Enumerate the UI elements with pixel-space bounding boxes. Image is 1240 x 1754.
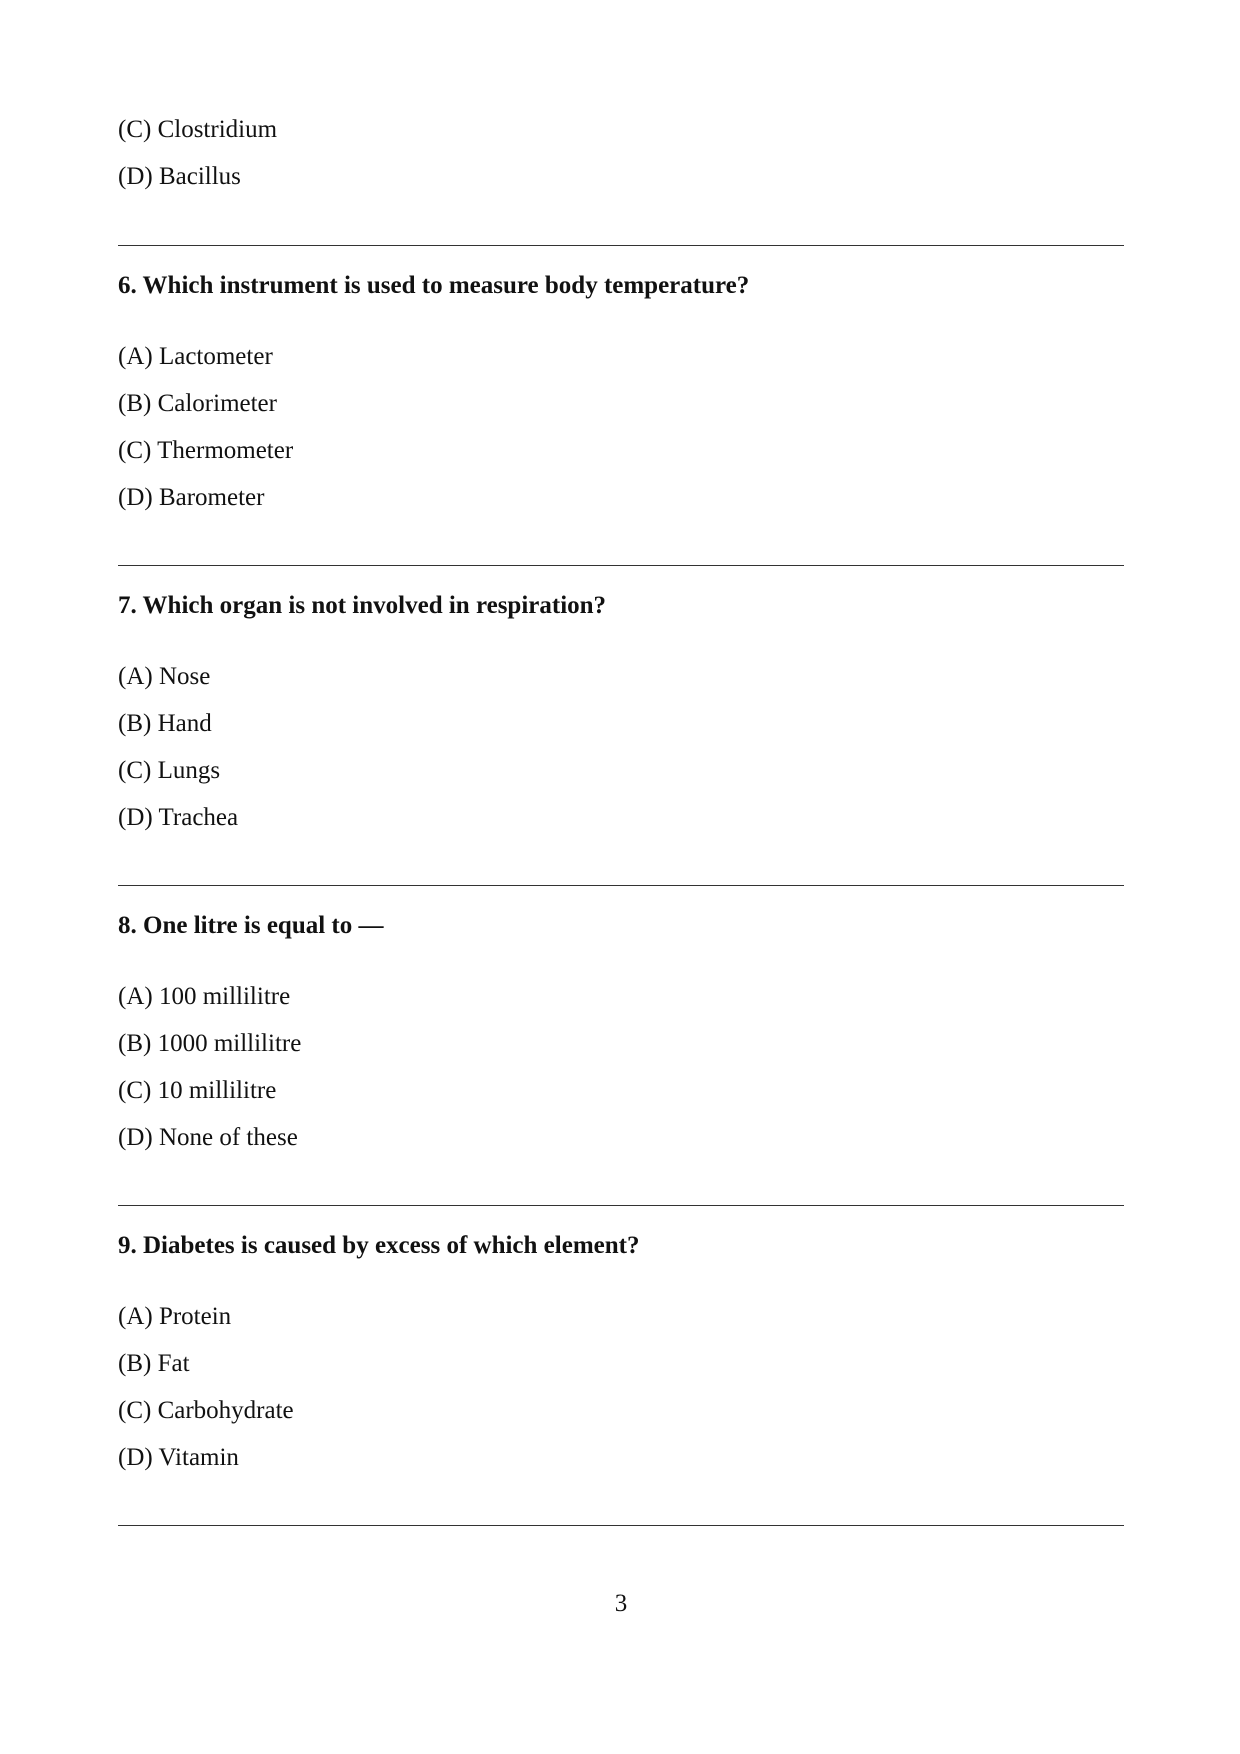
q8-option-b: (B) 1000 millilitre: [118, 1030, 302, 1057]
q9-option-c: (C) Carbohydrate: [118, 1397, 294, 1424]
divider: [118, 1525, 1124, 1526]
q5-option-c: (C) Clostridium: [118, 116, 278, 143]
q6-option-b: (B) Calorimeter: [118, 390, 277, 417]
q7-option-a: (A) Nose: [118, 663, 211, 690]
q7-option-b: (B) Hand: [118, 710, 212, 737]
q7-option-c: (C) Lungs: [118, 757, 221, 784]
question-8: 8. One litre is equal to —: [118, 912, 384, 939]
q6-option-a: (A) Lactometer: [118, 343, 273, 370]
q7-option-d: (D) Trachea: [118, 804, 239, 831]
q8-option-d: (D) None of these: [118, 1124, 298, 1151]
question-9: 9. Diabetes is caused by excess of which element?: [118, 1232, 640, 1259]
q8-option-c: (C) 10 millilitre: [118, 1077, 277, 1104]
divider: [118, 565, 1124, 566]
question-7: 7. Which organ is not involved in respiration?: [118, 592, 607, 619]
q9-option-b: (B) Fat: [118, 1350, 190, 1377]
document-page: [118, 0, 1124, 1754]
divider: [118, 1205, 1124, 1206]
q5-option-d: (D) Bacillus: [118, 163, 241, 190]
q9-option-a: (A) Protein: [118, 1303, 232, 1330]
q9-option-d: (D) Vitamin: [118, 1444, 239, 1471]
q8-option-a: (A) 100 millilitre: [118, 983, 291, 1010]
question-6: 6. Which instrument is used to measure body temperature?: [118, 272, 750, 299]
divider: [118, 885, 1124, 886]
q6-option-c: (C) Thermometer: [118, 437, 294, 464]
page-number: 3: [614, 1590, 628, 1617]
q6-option-d: (D) Barometer: [118, 484, 265, 511]
divider: [118, 245, 1124, 246]
